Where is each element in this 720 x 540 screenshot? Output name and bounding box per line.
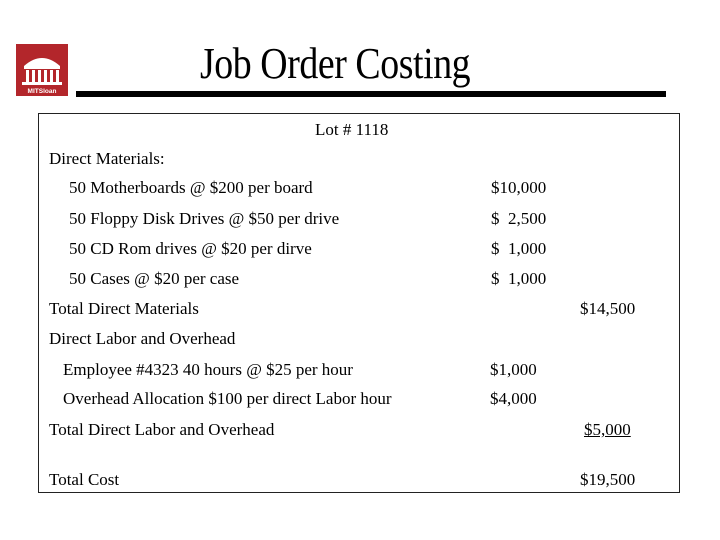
direct-materials-heading: Direct Materials: <box>49 149 165 168</box>
total-cost-amount: $19,500 <box>580 470 636 489</box>
labor-item-label: Employee #4323 40 hours @ $25 per hour <box>63 360 353 379</box>
page-title: Job Order Costing <box>200 39 471 88</box>
material-item-label: 50 CD Rom drives @ $20 per dirve <box>69 239 312 258</box>
total-direct-materials-label: Total Direct Materials <box>49 299 199 318</box>
lot-number: Lot # 1118 <box>315 120 389 139</box>
cost-sheet <box>38 113 680 493</box>
labor-item-label: Overhead Allocation $100 per direct Labor hour <box>63 389 392 408</box>
labor-heading: Direct Labor and Overhead <box>49 329 236 348</box>
total-cost-label: Total Cost <box>49 470 120 489</box>
material-item-label: 50 Motherboards @ $200 per board <box>69 178 313 197</box>
material-item-label: 50 Cases @ $20 per case <box>69 269 240 288</box>
material-item-amount: $10,000 <box>491 178 547 197</box>
material-item-label: 50 Floppy Disk Drives @ $50 per drive <box>69 209 340 228</box>
total-labor-amount: $5,000 <box>584 420 631 439</box>
title-divider <box>76 91 666 97</box>
material-item-amount: $ 1,000 <box>491 269 547 288</box>
total-direct-materials-amount: $14,500 <box>580 299 636 318</box>
material-item-amount: $ 2,500 <box>491 209 547 228</box>
labor-item-amount: $4,000 <box>490 389 537 408</box>
mit-sloan-logo <box>16 44 68 96</box>
labor-item-amount: $1,000 <box>490 360 537 379</box>
total-labor-label: Total Direct Labor and Overhead <box>49 420 275 439</box>
logo-text: MITSloan <box>27 88 57 95</box>
material-item-amount: $ 1,000 <box>491 239 547 258</box>
